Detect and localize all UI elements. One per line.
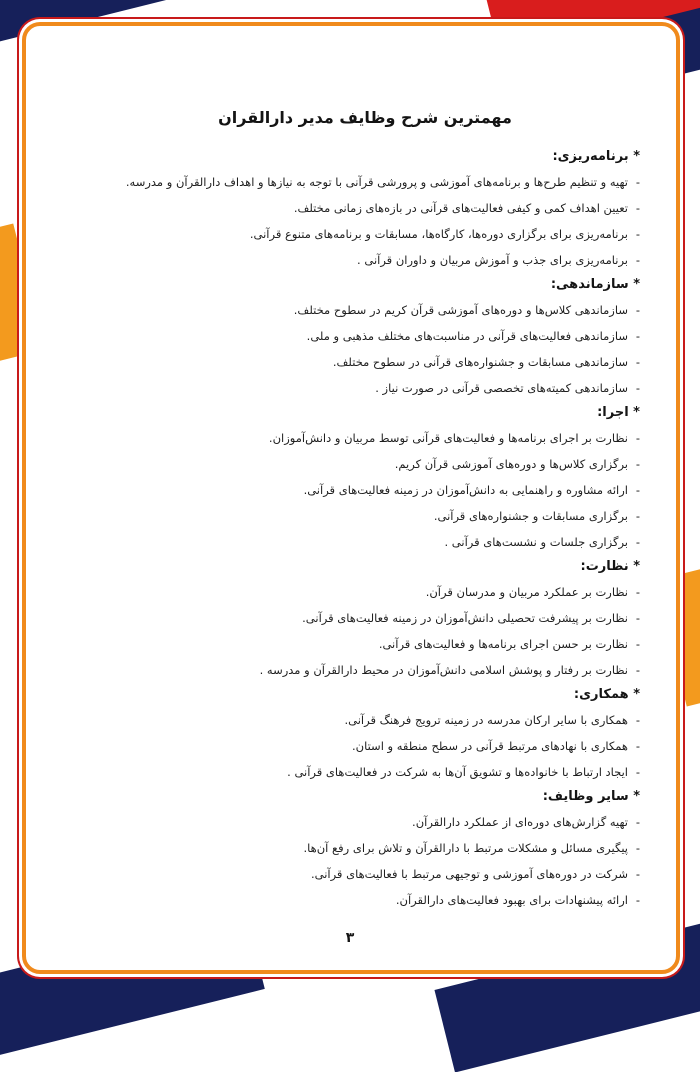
section-heading: * سایر وظایف: (542, 789, 640, 804)
list-item: -برگزاری کلاس‌ها و دوره‌های آموزشی قرآن کریم. (394, 457, 640, 471)
list-item: -نظارت بر رفتار و پوشش اسلامی دانش‌آموزان در محیط دارالقرآن و مدرسه . (259, 663, 640, 677)
list-item: -برگزاری مسابقات و جشنواره‌های قرآنی. (433, 509, 640, 523)
section-cooperation (90, 683, 640, 785)
list-item: -سازماندهی مسابقات و جشنواره‌های قرآنی در سطوح مختلف. (332, 355, 640, 369)
list-item: -برنامه‌ریزی برای برگزاری دوره‌ها، کارگاه‌ها، مسابقات و برنامه‌های متنوع قرآنی. (249, 227, 640, 241)
list-item: -تهیه گزارش‌های دوره‌ای از عملکرد دارالقرآن. (412, 815, 640, 829)
section-supervision (90, 555, 640, 683)
page-number: ۳ (345, 930, 355, 946)
section-heading: * اجرا: (597, 405, 640, 420)
section-execution (90, 401, 640, 555)
list-item: -نظارت بر عملکرد مربیان و مدرسان قرآن. (425, 585, 640, 599)
document-body (90, 100, 640, 913)
section-heading: * نظارت: (580, 559, 640, 574)
section-heading: * سازماندهی: (550, 277, 640, 292)
section-heading: * همکاری: (573, 687, 640, 702)
list-item: -ارائه مشاوره و راهنمایی به دانش‌آموزان در زمینه فعالیت‌های قرآنی. (303, 483, 640, 497)
section-other-duties (90, 785, 640, 913)
list-item: -پیگیری مسائل و مشکلات مرتبط با دارالقرآن و تلاش برای رفع آن‌ها. (303, 841, 640, 855)
list-item: -نظارت بر حسن اجرای برنامه‌ها و فعالیت‌های قرآنی. (378, 637, 640, 651)
list-item: -همکاری با سایر ارکان مدرسه در زمینه ترویج فرهنگ قرآنی. (344, 713, 640, 727)
page-title: مهمترین شرح وظایف مدیر دارالقران (218, 108, 512, 127)
list-item: -شرکت در دوره‌های آموزشی و توجیهی مرتبط با فعالیت‌های قرآنی. (310, 867, 640, 881)
list-item: -نظارت بر پیشرفت تحصیلی دانش‌آموزان در زمینه فعالیت‌های قرآنی. (302, 611, 640, 625)
list-item: -برنامه‌ریزی برای جذب و آموزش مربیان و داوران قرآنی . (357, 253, 640, 267)
section-heading: * برنامه‌ریزی: (552, 149, 640, 164)
list-item: -تهیه و تنظیم طرح‌ها و برنامه‌های آموزشی و پرورشی قرآنی با توجه به نیازها و اهداف دارالقرآن و مدرسه. (125, 175, 640, 189)
list-item: -سازماندهی کمیته‌های تخصصی قرآنی در صورت نیاز . (375, 381, 640, 395)
section-organizing (90, 273, 640, 401)
list-item: -سازماندهی کلاس‌ها و دوره‌های آموزشی قرآن کریم در سطوح مختلف. (293, 303, 640, 317)
section-planning (90, 145, 640, 273)
list-item: -ایجاد ارتباط با خانواده‌ها و تشویق آن‌ها به شرکت در فعالیت‌های قرآنی . (287, 765, 640, 779)
list-item: -نظارت بر اجرای برنامه‌ها و فعالیت‌های قرآنی توسط مربیان و دانش‌آموزان. (268, 431, 640, 445)
list-item: -ارائه پیشنهادات برای بهبود فعالیت‌های دارالقرآن. (395, 893, 640, 907)
list-item: -برگزاری جلسات و نشست‌های قرآنی . (444, 535, 640, 549)
list-item: -همکاری با نهادهای مرتبط قرآنی در سطح منطقه و استان. (351, 739, 640, 753)
list-item: -تعیین اهداف کمی و کیفی فعالیت‌های قرآنی در بازه‌های زمانی مختلف. (293, 201, 640, 215)
list-item: -سازماندهی فعالیت‌های قرآنی در مناسبت‌های مختلف مذهبی و ملی. (306, 329, 640, 343)
